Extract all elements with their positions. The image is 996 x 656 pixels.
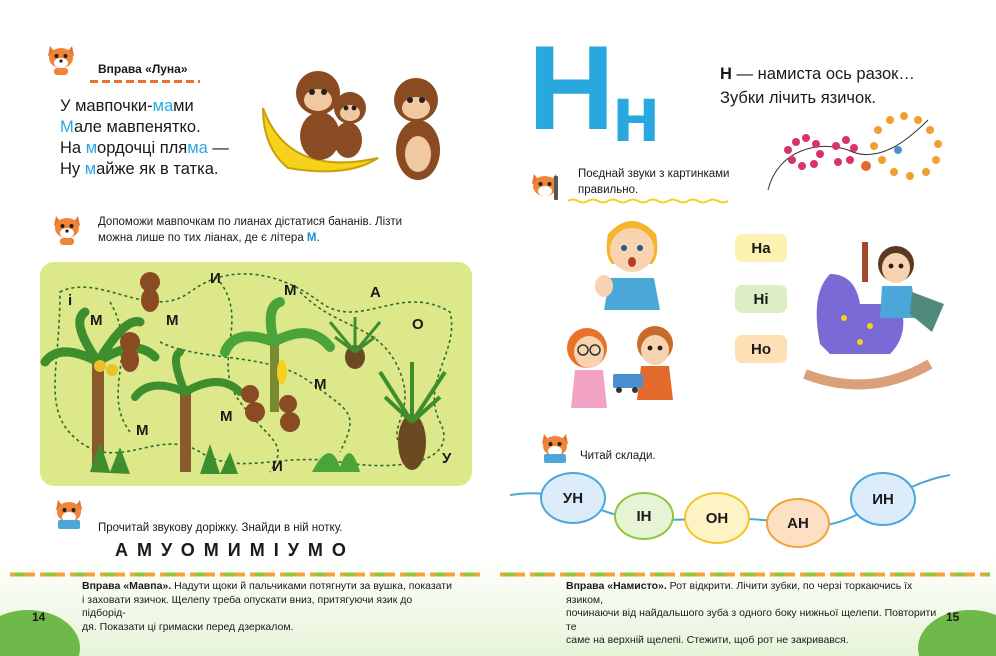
poem-text: Ну (60, 160, 85, 178)
syllable-chip: Но (735, 335, 787, 363)
poem-highlight: ма (187, 139, 208, 157)
poem-line (60, 159, 229, 180)
task-maze-letter: М (306, 232, 317, 244)
kids-with-toy-train-illustration (555, 318, 695, 418)
poem-text: На (60, 139, 86, 157)
rhyme-line1: — намиста ось разок… (731, 65, 915, 83)
poem-highlight: м (85, 139, 98, 157)
poem-text: ордочці пля (97, 139, 188, 157)
fox-mascot-icon (44, 42, 78, 76)
task-maze-line2: можна лише по тих ліанах, де є літера (98, 232, 307, 244)
necklace-illustration (758, 110, 958, 202)
poem-text: айже як в татка. (96, 160, 219, 178)
sound-path-letter: М (137, 540, 161, 560)
maze-letter: і (68, 292, 73, 309)
task-maze-line2-end: . (316, 232, 320, 244)
poem-highlight: м (84, 160, 97, 178)
syllable-chip: На (735, 234, 787, 262)
bead-syllable: АН (766, 498, 830, 548)
title-underline (90, 80, 200, 83)
poem-line (60, 96, 229, 117)
boy-on-rocking-horse-illustration (800, 234, 946, 390)
note-right-body-2: починаючи від найдальшого зуба з одного боку нижньої щелепи. Повторити те (566, 607, 937, 633)
poem (60, 96, 229, 180)
maze-letter: М (220, 408, 233, 425)
bush-right-decoration (916, 596, 996, 656)
maze-letter: М (314, 376, 327, 393)
note-left-title: Вправа «Мавпа». (82, 580, 172, 592)
rhyme-line2: Зубки лічить язичок. (720, 89, 877, 107)
surprised-boy-illustration (594, 212, 670, 310)
maze-letter: О (412, 316, 424, 333)
poem-text: У мавпочки- (60, 97, 153, 115)
note-left (82, 580, 452, 634)
bush-left-decoration (0, 596, 80, 656)
note-right-body-3: саме на верхній щелепі. Стежити, щоб рот не закривався. (566, 634, 849, 646)
task-match-line1: Поєднай звуки з картинками (578, 168, 730, 180)
sound-path-letter: У (161, 540, 181, 560)
page-number-left: 14 (32, 610, 46, 624)
dashed-divider-left (10, 572, 480, 577)
big-letter-lowercase: н (612, 69, 661, 158)
task-read-syllables: Читай склади. (580, 450, 656, 462)
note-left-body-1: Надути щоки й пальчиками потягнути за вушка, показати (171, 580, 452, 592)
maze-letter: А (370, 284, 381, 301)
bead-syllable: ОН (684, 492, 750, 544)
wavy-underline (568, 198, 728, 204)
page-number-right: 15 (946, 610, 960, 624)
sound-path (115, 540, 355, 561)
liana-maze (40, 262, 472, 486)
sound-path-letter: М (307, 540, 332, 560)
sound-path-letter: М (203, 540, 228, 560)
sound-path-letter: О (180, 540, 204, 560)
poem-line (60, 138, 229, 159)
big-letter-uppercase: Н (528, 21, 615, 155)
rhyme (720, 62, 915, 110)
poem-line (60, 117, 229, 138)
fox-mascot-icon (528, 170, 562, 204)
task-match-line2: правильно. (578, 184, 639, 196)
task-maze-instruction (98, 214, 418, 246)
sound-path-letter: У (287, 540, 308, 560)
syllable-chip: Ні (735, 285, 787, 313)
note-right-title: Вправа «Намисто». (566, 580, 667, 592)
sound-path-letter: О (331, 540, 355, 560)
note-left-body-2: і заховати язичок. Щелепу треба опускати вниз, притягуючи язик до підборід- (82, 593, 413, 619)
poem-highlight: М (60, 118, 74, 136)
maze-letter: М (136, 422, 149, 439)
fox-mascot-icon (50, 212, 84, 246)
task-sound-path: Прочитай звукову доріжку. Знайди в ній нотку. (98, 522, 343, 534)
dashed-divider-right (500, 572, 990, 577)
poem-text: але мавпенятко. (73, 118, 201, 136)
task-maze-line1: Допоможи мавпочкам по лианах дістатися бананів. Лізти (98, 216, 403, 228)
rhyme-bold-letter: Н (720, 65, 732, 83)
sound-path-letter: А (115, 540, 137, 560)
fox-mascot-icon (538, 430, 572, 464)
exercise-title: Вправа «Луна» (98, 62, 188, 76)
sound-path-letter: М (249, 540, 274, 560)
maze-letter: У (442, 450, 452, 467)
bead-syllable: ІН (614, 492, 674, 540)
sound-path-letter: І (273, 540, 288, 560)
bead-syllable: ИН (850, 472, 916, 526)
fox-mascot-icon (52, 496, 86, 530)
poem-text: — (207, 139, 229, 157)
sound-path-letter: И (227, 540, 250, 560)
task-match-instruction (578, 166, 729, 198)
note-right-body-1: Рот відкрити. Лічити зубки, по черзі торкаючись їх язиком, (566, 580, 913, 606)
maze-letter: М (90, 312, 103, 329)
maze-paths (40, 262, 472, 486)
monkeys-banana-illustration (258, 58, 458, 198)
maze-letter: М (284, 282, 297, 299)
bead-syllable: УН (540, 472, 606, 524)
maze-letter: И (210, 270, 221, 287)
note-right (566, 580, 946, 648)
poem-highlight: ма (152, 97, 174, 115)
poem-text: ми (173, 97, 194, 115)
maze-letter: М (166, 312, 179, 329)
note-left-body-3: дя. Показати ці гримаски перед дзеркалом. (82, 620, 294, 633)
maze-letter: И (272, 458, 283, 475)
